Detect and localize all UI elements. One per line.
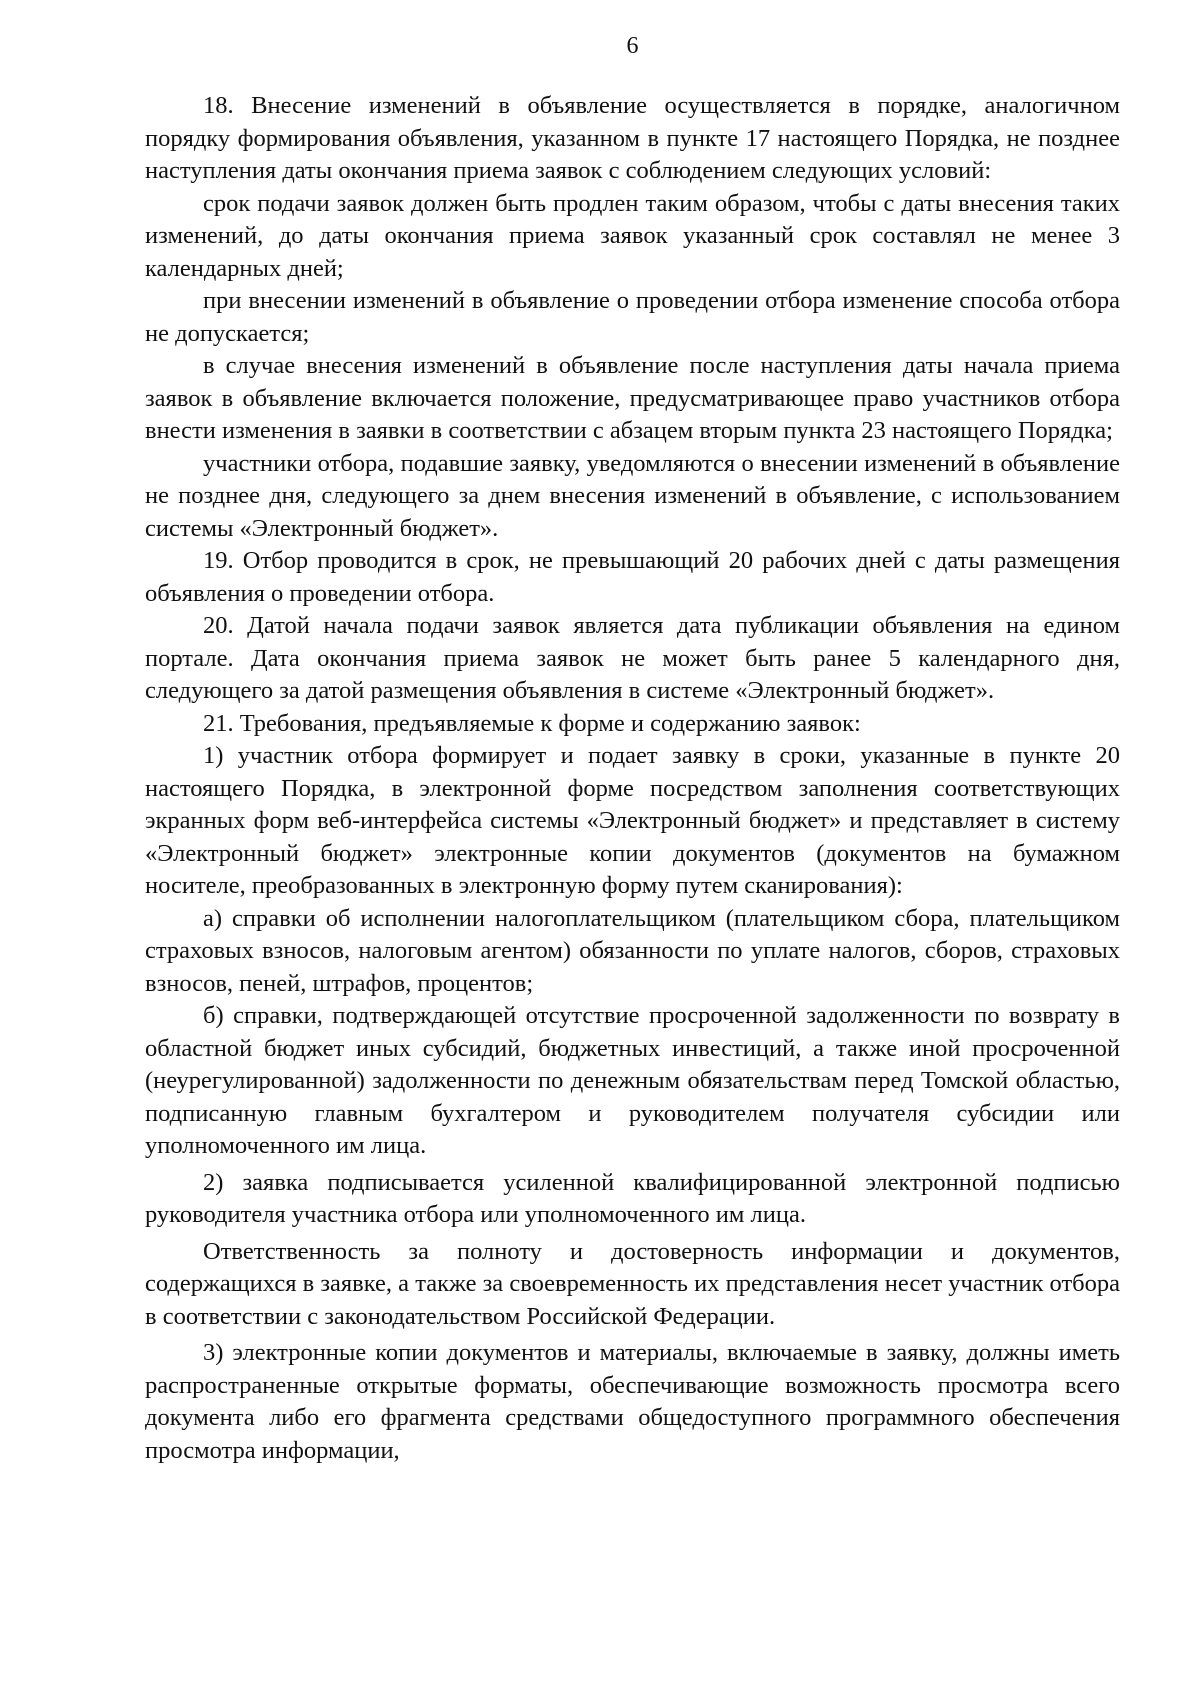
document-body: [145, 90, 1120, 1467]
paragraph-18-condition-4: участники отбора, подавшие заявку, уведомляются о внесении изменений в объявление не позднее дня, следующего за днем внесения изменений в объявление, с использованием системы «Электронный бюджет».: [145, 449, 1120, 542]
page-number: 6: [626, 33, 639, 59]
paragraph-21-item-1: 1) участник отбора формирует и подает заявку в сроки, указанные в пункте 20 настоящего Порядка, в электронной форме посредством заполнения соответствующих экранных форм веб-интерфейса системы «Электронный бюджет» и представляет в систему «Электронный бюджет» электронные копии документов (документов на бумажном носителе, преобразованных в электронную форму путем сканирования):: [145, 742, 1120, 899]
paragraph-18: 18. Внесение изменений в объявление осуществляется в порядке, аналогичном порядку формирования объявления, указанном в пункте 17 настоящего Порядка, не позднее наступления даты окончания приема заявок с соблюдением следующих условий:: [145, 92, 1120, 184]
paragraph-responsibility: Ответственность за полноту и достоверность информации и документов, содержащихся в заявке, а также за своевременность их представления несет участник отбора в соответствии с законодательством Российской Федерации.: [145, 1237, 1120, 1330]
paragraph-18-condition-2: при внесении изменений в объявление о проведении отбора изменение способа отбора не допускается;: [145, 287, 1120, 347]
paragraph-21-item-3: 3) электронные копии документов и материалы, включаемые в заявку, должны иметь распространенные открытые форматы, обеспечивающие возможность просмотра всего документа либо его фрагмента средствами общедоступного программного обеспечения просмотра информации,: [145, 1339, 1120, 1464]
paragraph-18-condition-1: срок подачи заявок должен быть продлен таким образом, чтобы с даты внесения таких изменений, до даты окончания приема заявок указанный срок составлял не менее 3 календарных дней;: [145, 189, 1120, 282]
paragraph-20: 20. Датой начала подачи заявок является дата публикации объявления на едином портале. Дата окончания приема заявок не может быть ранее 5 календарного дня, следующего за датой размещения объявления в системе «Электронный бюджет».: [145, 612, 1120, 704]
paragraph-19: 19. Отбор проводится в срок, не превышающий 20 рабочих дней с даты размещения объявления о проведении отбора.: [145, 547, 1120, 607]
paragraph-18-condition-3: в случае внесения изменений в объявление после наступления даты начала приема заявок в объявление включается положение, предусматривающее право участников отбора внести изменения в заявки в соответствии с абзацем вторым пункта 23 настоящего Порядка;: [145, 352, 1120, 444]
paragraph-21-item-1a: а) справки об исполнении налогоплательщиком (плательщиком сбора, плательщиком страховых взносов, налоговым агентом) обязанности по уплате налогов, сборов, страховых взносов, пеней, штрафов, процентов;: [145, 904, 1120, 997]
paragraph-21: 21. Требования, предъявляемые к форме и содержанию заявок:: [203, 709, 861, 737]
paragraph-21-item-1b: б) справки, подтверждающей отсутствие просроченной задолженности по возврату в областной бюджет иных субсидий, бюджетных инвестиций, а также иной просроченной (неурегулированной) задолженности по денежным обязательствам перед Томской областью, подписанную главным бухгалтером и руководителем получателя субсидии или уполномоченного им лица.: [145, 1002, 1120, 1159]
paragraph-21-item-2: 2) заявка подписывается усиленной квалифицированной электронной подписью руководителя участника отбора или уполномоченного им лица.: [145, 1168, 1120, 1228]
